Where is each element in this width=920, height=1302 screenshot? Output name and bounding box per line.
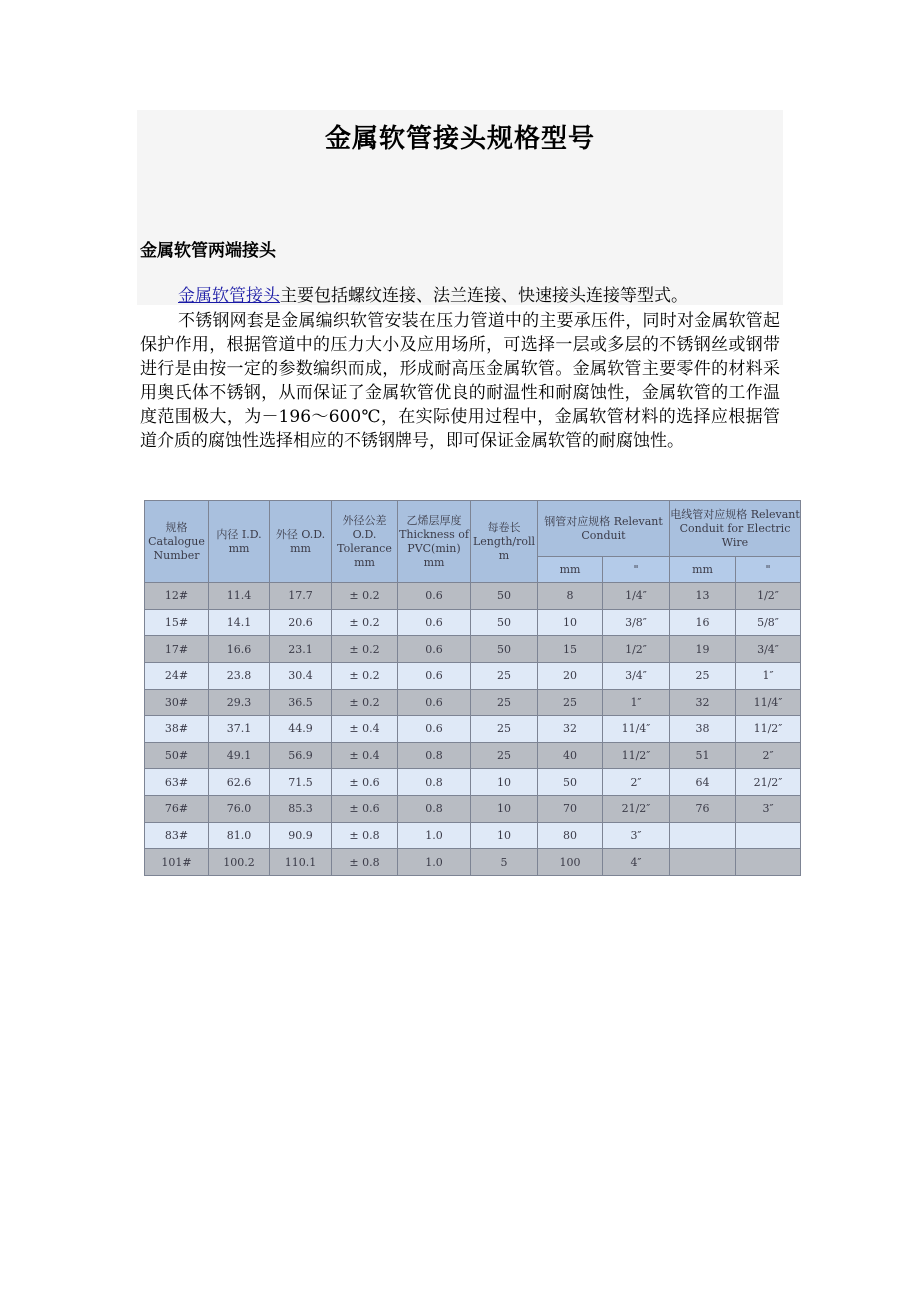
cell-steel-mm: 100 — [538, 849, 603, 876]
cell-electric-inch — [736, 822, 801, 849]
cell-electric-inch: 1″ — [736, 662, 801, 689]
cell-catalogue: 83# — [145, 822, 209, 849]
cell-electric-inch: 3/4″ — [736, 636, 801, 663]
cell-steel-inch: 21/2″ — [603, 796, 670, 823]
cell-length: 25 — [471, 742, 538, 769]
cell-outer-diameter: 17.7 — [270, 583, 332, 610]
cell-catalogue: 24# — [145, 662, 209, 689]
cell-tolerance: ± 0.2 — [332, 583, 398, 610]
cell-pvc-thickness: 0.6 — [398, 716, 471, 743]
cell-length: 25 — [471, 662, 538, 689]
cell-catalogue: 50# — [145, 742, 209, 769]
cell-length: 25 — [471, 716, 538, 743]
cell-catalogue: 15# — [145, 609, 209, 636]
cell-tolerance: ± 0.2 — [332, 689, 398, 716]
cell-inner-diameter: 29.3 — [209, 689, 270, 716]
cell-steel-inch: 11/4″ — [603, 716, 670, 743]
cell-outer-diameter: 30.4 — [270, 662, 332, 689]
cell-outer-diameter: 85.3 — [270, 796, 332, 823]
header-length-per-roll: 每卷长 Length/roll m — [471, 501, 538, 583]
table-row — [145, 742, 801, 769]
table-row — [145, 716, 801, 743]
cell-pvc-thickness: 0.6 — [398, 689, 471, 716]
cell-pvc-thickness: 0.6 — [398, 636, 471, 663]
cell-pvc-thickness: 0.8 — [398, 742, 471, 769]
cell-inner-diameter: 23.8 — [209, 662, 270, 689]
cell-tolerance: ± 0.4 — [332, 742, 398, 769]
cell-pvc-thickness: 1.0 — [398, 822, 471, 849]
cell-pvc-thickness: 1.0 — [398, 849, 471, 876]
cell-inner-diameter: 81.0 — [209, 822, 270, 849]
cell-steel-mm: 10 — [538, 609, 603, 636]
cell-steel-inch: 2″ — [603, 769, 670, 796]
cell-outer-diameter: 36.5 — [270, 689, 332, 716]
subheader-mm: mm — [538, 557, 603, 583]
cell-tolerance: ± 0.2 — [332, 609, 398, 636]
header-electric-conduit: 电线管对应规格 Relevant Conduit for Electric Wire — [670, 501, 801, 557]
cell-steel-inch: 1/4″ — [603, 583, 670, 610]
header-catalogue: 规格 Catalogue Number — [145, 501, 209, 583]
table-row — [145, 636, 801, 663]
cell-catalogue: 30# — [145, 689, 209, 716]
cell-pvc-thickness: 0.6 — [398, 609, 471, 636]
header-steel-conduit: 钢管对应规格 Relevant Conduit — [538, 501, 670, 557]
description-paragraph: 不锈钢网套是金属编织软管安装在压力管道中的主要承压件，同时对金属软管起保护作用，根据管道中的压力大小及应用场所，可选择一层或多层的不锈钢丝或钢带进行是由按一定的参数编织而成，形成耐高压金属软管。金属软管主要零件的材料采用奥氏体不锈钢，从而保证了金属软管优良的耐温性和耐腐蚀性，金属软管的工作温度范围极大，为－196～600℃，在实际使用过程中，金属软管材料的选择应根据管道介质的腐蚀性选择相应的不锈钢牌号，即可保证金属软管的耐腐蚀性。 — [140, 311, 780, 451]
table-row — [145, 583, 801, 610]
cell-length: 50 — [471, 583, 538, 610]
cell-electric-mm: 64 — [670, 769, 736, 796]
cell-steel-mm: 15 — [538, 636, 603, 663]
cell-electric-inch: 1/2″ — [736, 583, 801, 610]
spec-table-image — [144, 500, 800, 876]
subheader-inch: " — [736, 557, 801, 583]
cell-electric-inch: 2″ — [736, 742, 801, 769]
cell-electric-mm: 19 — [670, 636, 736, 663]
cell-catalogue: 63# — [145, 769, 209, 796]
cell-outer-diameter: 20.6 — [270, 609, 332, 636]
cell-outer-diameter: 71.5 — [270, 769, 332, 796]
cell-steel-inch: 3/8″ — [603, 609, 670, 636]
cell-length: 25 — [471, 689, 538, 716]
cell-electric-inch: 3″ — [736, 796, 801, 823]
cell-catalogue: 101# — [145, 849, 209, 876]
cell-electric-inch — [736, 849, 801, 876]
cell-electric-mm: 76 — [670, 796, 736, 823]
cell-length: 50 — [471, 609, 538, 636]
cell-pvc-thickness: 0.6 — [398, 662, 471, 689]
cell-steel-mm: 32 — [538, 716, 603, 743]
cell-pvc-thickness: 0.8 — [398, 796, 471, 823]
cell-length: 50 — [471, 636, 538, 663]
table-row — [145, 689, 801, 716]
cell-inner-diameter: 37.1 — [209, 716, 270, 743]
table-row — [145, 849, 801, 876]
intro-paragraph-text: 主要包括螺纹连接、法兰连接、快速接头连接等型式。 — [280, 286, 688, 306]
cell-tolerance: ± 0.8 — [332, 822, 398, 849]
cell-steel-mm: 50 — [538, 769, 603, 796]
cell-tolerance: ± 0.2 — [332, 662, 398, 689]
cell-inner-diameter: 49.1 — [209, 742, 270, 769]
cell-catalogue: 17# — [145, 636, 209, 663]
cell-outer-diameter: 90.9 — [270, 822, 332, 849]
cell-outer-diameter: 110.1 — [270, 849, 332, 876]
cell-catalogue: 12# — [145, 583, 209, 610]
cell-inner-diameter: 76.0 — [209, 796, 270, 823]
cell-length: 10 — [471, 769, 538, 796]
cell-electric-inch: 21/2″ — [736, 769, 801, 796]
cell-length: 10 — [471, 822, 538, 849]
cell-tolerance: ± 0.6 — [332, 796, 398, 823]
cell-steel-mm: 25 — [538, 689, 603, 716]
cell-steel-inch: 1/2″ — [603, 636, 670, 663]
document-title: 金属软管接头规格型号 — [324, 124, 595, 154]
cell-steel-inch: 1″ — [603, 689, 670, 716]
intro-paragraph — [140, 284, 780, 308]
cell-steel-inch: 3″ — [603, 822, 670, 849]
cell-inner-diameter: 100.2 — [209, 849, 270, 876]
header-tolerance: 外径公差 O.D. Tolerance mm — [332, 501, 398, 583]
header-inner-diameter: 内径 I.D. mm — [209, 501, 270, 583]
cell-inner-diameter: 16.6 — [209, 636, 270, 663]
cell-electric-mm — [670, 849, 736, 876]
cell-steel-mm: 20 — [538, 662, 603, 689]
spec-table — [144, 500, 801, 876]
header-pvc-thickness: 乙烯层厚度 Thickness of PVC(min) mm — [398, 501, 471, 583]
cell-catalogue: 38# — [145, 716, 209, 743]
subheader-mm: mm — [670, 557, 736, 583]
table-row — [145, 796, 801, 823]
cell-tolerance: ± 0.6 — [332, 769, 398, 796]
table-row — [145, 769, 801, 796]
cell-length: 10 — [471, 796, 538, 823]
cell-electric-mm: 38 — [670, 716, 736, 743]
cell-electric-mm: 16 — [670, 609, 736, 636]
cell-electric-inch: 5/8″ — [736, 609, 801, 636]
cell-steel-mm: 80 — [538, 822, 603, 849]
cell-steel-mm: 8 — [538, 583, 603, 610]
table-row — [145, 609, 801, 636]
cell-inner-diameter: 11.4 — [209, 583, 270, 610]
cell-electric-inch: 11/4″ — [736, 689, 801, 716]
cell-tolerance: ± 0.2 — [332, 636, 398, 663]
cell-tolerance: ± 0.4 — [332, 716, 398, 743]
cell-pvc-thickness: 0.8 — [398, 769, 471, 796]
cell-steel-mm: 70 — [538, 796, 603, 823]
cell-tolerance: ± 0.8 — [332, 849, 398, 876]
cell-electric-mm: 13 — [670, 583, 736, 610]
header-outer-diameter: 外径 O.D. mm — [270, 501, 332, 583]
cell-electric-mm — [670, 822, 736, 849]
cell-electric-mm: 51 — [670, 742, 736, 769]
cell-inner-diameter: 62.6 — [209, 769, 270, 796]
cell-length: 5 — [471, 849, 538, 876]
cell-steel-mm: 40 — [538, 742, 603, 769]
cell-electric-inch: 11/2″ — [736, 716, 801, 743]
hose-fitting-link[interactable]: 金属软管接头 — [178, 286, 280, 306]
table-row — [145, 822, 801, 849]
table-row — [145, 662, 801, 689]
subheader-inch: " — [603, 557, 670, 583]
cell-outer-diameter: 56.9 — [270, 742, 332, 769]
cell-catalogue: 76# — [145, 796, 209, 823]
cell-inner-diameter: 14.1 — [209, 609, 270, 636]
cell-electric-mm: 32 — [670, 689, 736, 716]
cell-steel-inch: 4″ — [603, 849, 670, 876]
cell-electric-mm: 25 — [670, 662, 736, 689]
cell-steel-inch: 3/4″ — [603, 662, 670, 689]
cell-outer-diameter: 23.1 — [270, 636, 332, 663]
section-heading: 金属软管两端接头 — [140, 241, 276, 261]
cell-pvc-thickness: 0.6 — [398, 583, 471, 610]
cell-steel-inch: 11/2″ — [603, 742, 670, 769]
cell-outer-diameter: 44.9 — [270, 716, 332, 743]
